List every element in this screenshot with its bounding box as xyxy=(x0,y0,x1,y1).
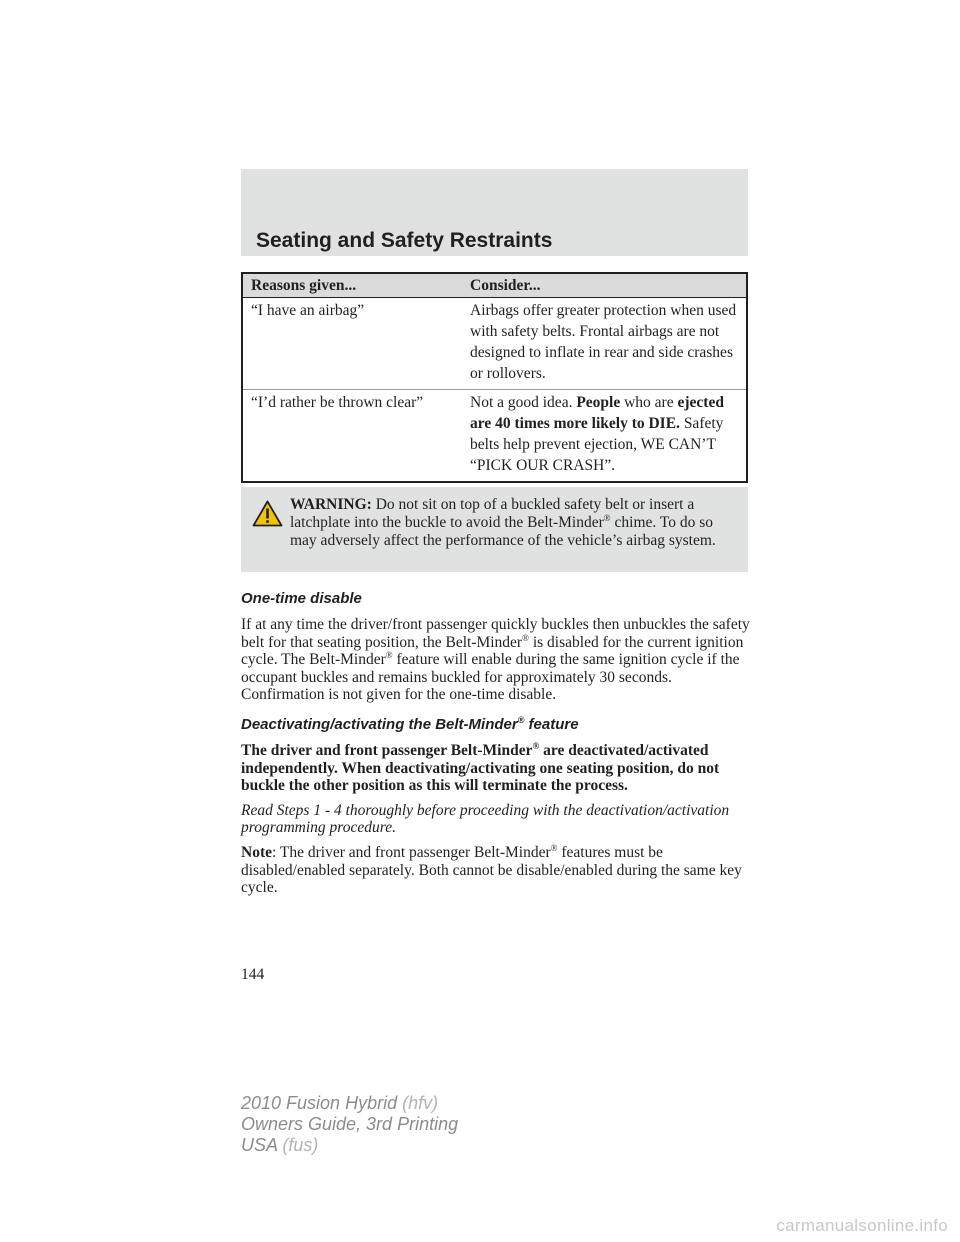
footer-text: Owners Guide, 3rd Printing xyxy=(241,1114,459,1134)
table-cell-reason: “I’d rather be thrown clear” xyxy=(251,394,424,411)
footer-code: (fus) xyxy=(277,1135,319,1155)
paragraph-deactivating-bold xyxy=(241,742,756,795)
consider-bold-ejected: ejected are 40 times more likely to DIE. xyxy=(470,394,724,432)
reasons-table xyxy=(241,272,748,483)
table-cell-consider xyxy=(462,390,747,483)
table-row xyxy=(242,390,747,483)
paragraph-text: features must be disabled/enabled separately. Both cannot be disable/enabled during the same key cycle. xyxy=(241,843,742,897)
page-number: 144 xyxy=(241,966,265,983)
registered-mark: ® xyxy=(522,632,529,643)
section-title: Seating and Safety Restraints xyxy=(256,229,553,252)
registered-mark: ® xyxy=(603,512,611,523)
paragraph-text: feature will enable during the same ignition cycle if the occupant buckles and remains buckled for approximately 30 seconds. Confirmation is not given for the one-time disable. xyxy=(241,651,740,704)
consider-bold-people: People xyxy=(576,394,621,411)
main-content xyxy=(241,590,756,904)
warning-body: Do not sit on top of a buckled safety belt or insert a latchplate into the buckle to avoid the Belt-Minder xyxy=(290,496,695,531)
footer-line-guide xyxy=(241,1114,458,1135)
warning-body: chime. To do so may adversely affect the performance of the vehicle’s airbag system. xyxy=(290,514,716,549)
warning-triangle-icon xyxy=(252,500,283,527)
registered-mark: ® xyxy=(385,650,393,661)
heading-one-time-disable: One-time disable xyxy=(241,590,362,607)
consider-text: who are xyxy=(620,394,678,411)
paragraph-one-time-disable xyxy=(241,616,756,704)
watermark: carmanualsonline.info xyxy=(776,1216,948,1235)
registered-mark: ® xyxy=(550,842,558,853)
column-header-consider: Consider... xyxy=(462,273,747,298)
paragraph-text: The driver and front passenger Belt-Minder xyxy=(241,741,533,759)
paragraph-text: : The driver and front passenger Belt-Minder xyxy=(272,843,551,861)
footer-text: 2010 Fusion Hybrid xyxy=(241,1093,398,1113)
table-header-row xyxy=(242,273,747,298)
note-label: Note xyxy=(241,843,272,861)
paragraph-text: are deactivated/activated independently. When deactivating/activating one seating position, do not buckle the other position as this will terminate the process. xyxy=(241,741,720,795)
column-header-reasons: Reasons given... xyxy=(242,273,462,298)
footer-text: USA xyxy=(241,1135,278,1155)
heading-text: feature xyxy=(524,715,579,733)
table-cell-reason: “I have an airbag” xyxy=(242,298,462,390)
footer-code: (hfv) xyxy=(397,1093,439,1113)
consider-text: Safety belts help prevent ejection, WE CAN’T “PICK OUR CRASH”. xyxy=(470,415,724,474)
footer-line-market xyxy=(241,1135,458,1156)
heading-text: Deactivating/activating the Belt-Minder xyxy=(241,715,518,733)
footer-line-model xyxy=(241,1093,458,1114)
warning-box xyxy=(241,487,748,572)
footer-print-info xyxy=(241,1093,458,1156)
warning-label: WARNING: xyxy=(290,496,372,513)
paragraph-note xyxy=(241,844,756,897)
heading-deactivating xyxy=(241,716,756,733)
table-cell-consider: Airbags offer greater protection when used with safety belts. Frontal airbags are not designed to inflate in rear and side crashes or rollovers. xyxy=(462,298,747,390)
table-row xyxy=(242,298,747,390)
registered-mark: ® xyxy=(532,740,540,751)
paragraph-read-steps: Read Steps 1 - 4 thoroughly before proceeding with the deactivation/activation programming procedure. xyxy=(241,801,730,837)
consider-text: Not a good idea. xyxy=(470,394,577,411)
paragraph-text: is disabled for the current ignition cycle. The Belt-Minder xyxy=(241,633,744,669)
paragraph-text: If at any time the driver/front passenger quickly buckles then unbuckles the safety belt for that seating position, the Belt-Minder xyxy=(241,616,750,651)
registered-mark: ® xyxy=(517,714,525,725)
warning-text xyxy=(249,496,740,550)
